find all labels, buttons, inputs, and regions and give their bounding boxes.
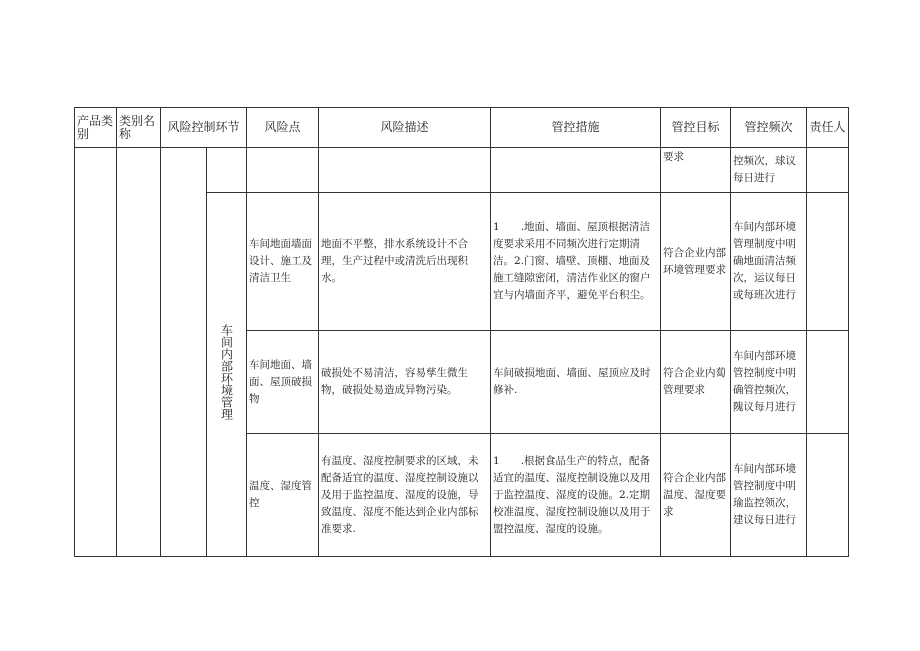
control-frequency-cell: 车间内部环境管控制度中明确管控频次，隗议每月进行 — [731, 331, 807, 434]
table-header-row — [75, 108, 849, 148]
header-category-name: 类别名称 — [117, 108, 161, 148]
control-measures-cell: 车间破损地面、墙面、屋顶应及时修补. — [491, 331, 661, 434]
risk-description-cell: 有温度、湿度控制要求的区域，未配备适宜的温度、湿度控制设施以及用于监控温度、湿度的设施，导致温度、湿度不能达到企业内部标准要求. — [319, 434, 491, 557]
control-measures-cell: 1 .根据食品生产的特点，配备适宜的温度、湿度控制设施以及用于监控温度、湿度的设施。2.定期校准温度、湿度控制设施以及用于盟控温度、湿度的设施。 — [491, 434, 661, 557]
control-frequency-cell: 控频次，球议每日进行 — [731, 148, 807, 193]
risk-description-cell: 破损处不易清洁，容易孳生微生物，破损处易造成异物污染。 — [319, 331, 491, 434]
product-category-cell — [75, 148, 117, 557]
responsible-person-cell — [807, 193, 849, 331]
risk-stage-cell — [161, 148, 207, 557]
control-target-cell: 符合企业内蔔管理要求 — [661, 331, 731, 434]
header-product-category: 产品类别 — [75, 108, 117, 148]
responsible-person-cell — [807, 331, 849, 434]
control-target-cell: 符合企业内部环境管理要求 — [661, 193, 731, 331]
header-control-frequency: 管控频次 — [731, 108, 807, 148]
header-risk-description: 风险描述 — [319, 108, 491, 148]
control-frequency-cell: 车间内部环境管理制度中明确地面清洁频次，运议每日或每班次进行 — [731, 193, 807, 331]
control-measures-cell: 1 .地面、墙面、屋顶根据清洁度要求采用不同频次进行定期清洁。2.门窗、墙壁、顶棚、地面及施工缝隙密闭，清洁作业区的窗户宜与内墙面齐平，避免平台积尘。 — [491, 193, 661, 331]
header-responsible-person: 责任人 — [807, 108, 849, 148]
header-risk-control-stage: 风险控制环节 — [161, 108, 247, 148]
responsible-person-cell — [807, 434, 849, 557]
responsible-person-cell — [807, 148, 849, 193]
risk-point-cell: 车间地面、墙面、屋顶破损物 — [247, 331, 319, 434]
control-measures-cell — [491, 148, 661, 193]
risk-point-cell — [247, 148, 319, 193]
control-target-cell: 要求 — [661, 148, 731, 193]
section-label-cell — [207, 193, 247, 557]
header-control-target: 管控目标 — [661, 108, 731, 148]
risk-point-cell: 温度、湿度管控 — [247, 434, 319, 557]
control-target-cell: 符合企业内部温度、湿度要求 — [661, 434, 731, 557]
risk-description-cell — [319, 148, 491, 193]
risk-description-cell: 地面不平整，排水系统设计不合理，生产过程中或清洗后出现积水。 — [319, 193, 491, 331]
sub-stage-cell — [207, 148, 247, 193]
category-name-cell — [117, 148, 161, 557]
header-risk-point: 风险点 — [247, 108, 319, 148]
header-control-measures: 管控措施 — [491, 108, 661, 148]
control-frequency-cell: 车间内部环境管控制度中明瑜监控领次，建议每日进行 — [731, 434, 807, 557]
table-row — [75, 148, 849, 193]
risk-point-cell: 车间地面墙面设计、施工及清洁卫生 — [247, 193, 319, 331]
section-label: 车间内部环境管理 — [219, 323, 234, 420]
risk-control-table — [74, 107, 849, 557]
